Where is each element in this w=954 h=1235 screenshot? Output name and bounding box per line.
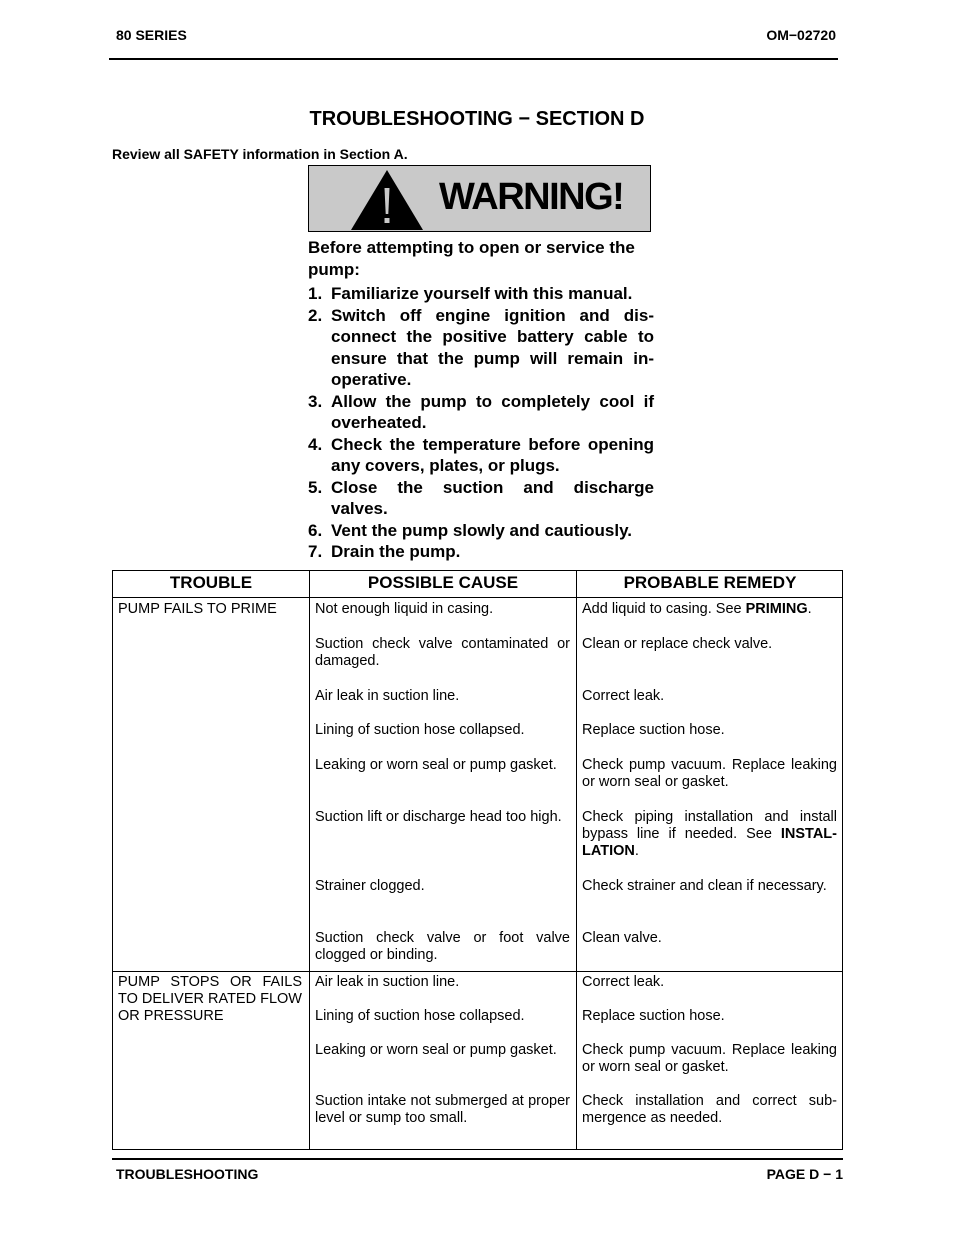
warning-banner [308,165,651,232]
column-divider [309,571,310,1149]
remedy-cell: Correct leak. [582,974,665,990]
warning-triangle-icon [349,168,425,232]
cause-cell: Leaking or worn seal or pump gasket. [315,757,557,773]
cause-cell: Not enough liquid in casing. [315,601,494,617]
trouble-cell: PUMP STOPS OR FAILS TO DELIVER RATED FLOW OR PRESSURE [118,974,302,1024]
column-divider [576,571,577,1149]
cause-cell: Leaking or worn seal or pump gasket. [315,1042,557,1058]
header-doc-number: OM−02720 [766,27,836,43]
footer-page-number: PAGE D − 1 [766,1166,843,1182]
remedy-cell: Check strainer and clean if necessary. [582,878,827,894]
cause-cell: Lining of suction hose collapsed. [315,722,525,738]
warning-steps [308,283,654,563]
warning-step: 1. Familiarize yourself with this manual. [308,284,633,303]
cause-cell: Suction intake not submerged at proper level or sump too small. [315,1093,570,1126]
column-header-cause: POSSIBLE CAUSE [367,573,519,592]
cause-cell: Air leak in suction line. [315,688,460,704]
header-rule [109,58,838,60]
remedy-cell: Clean valve. [582,930,662,946]
cause-cell: Suction check valve or foot valve clogged or binding. [315,930,570,963]
warning-step: 3. Allow the pump to completely cool if overheated. [308,391,654,432]
remedy-cell: Check piping installation and install bypass line if needed. See INSTALLATION. [582,809,837,859]
footer-section-name: TROUBLESHOOTING [116,1166,259,1182]
column-header-remedy: PROBABLE REMEDY [623,573,797,592]
warning-step: 7. Drain the pump. [308,542,461,561]
remedy-cell: Check pump vacuum. Replace leaking or worn seal or gasket. [582,1042,837,1075]
header-series: 80 SERIES [116,27,187,43]
cause-cell: Suction lift or discharge head too high. [315,809,562,825]
column-header-trouble: TROUBLE [169,573,253,592]
group-divider [113,971,842,972]
remedy-cell: Correct leak. [582,688,665,704]
trouble-cell: PUMP FAILS TO PRIME [118,601,277,617]
cause-cell: Suction check valve contaminated or damaged. [315,636,570,669]
remedy-cell: Replace suction hose. [582,722,725,738]
cause-cell: Strainer clogged. [315,878,425,894]
warning-step: 6. Vent the pump slowly and cautiously. [308,520,633,540]
warning-label: WARNING! [439,176,624,218]
footer-rule [112,1158,843,1160]
remedy-cell: Clean or replace check valve. [582,636,773,652]
remedy-cell: Check pump vacuum. Replace leaking or worn seal or gasket. [582,757,837,790]
remedy-cell: Check installation and correct submergence as needed. [582,1093,837,1126]
troubleshooting-table [112,570,843,1150]
warning-step: 4. Check the temperature before opening any covers, plates, or plugs. [308,434,654,475]
safety-review-note: Review all SAFETY information in Section A. [112,146,408,162]
page-title: TROUBLESHOOTING − SECTION D [309,108,645,130]
header-row-divider [113,597,842,598]
warning-step: 5. Close the suction and discharge valves. [308,477,654,518]
warning-intro: Before attempting to open or service the pump: [308,238,635,279]
cause-cell: Lining of suction hose collapsed. [315,1008,525,1024]
cause-cell: Air leak in suction line. [315,974,460,990]
remedy-cell: Replace suction hose. [582,1008,725,1024]
warning-step: 2. Switch off engine ignition and disconnect the positive battery cable to ensure that the pump will remain inoperative. [308,305,654,389]
remedy-cell: Add liquid to casing. See PRIMING. [582,601,812,617]
